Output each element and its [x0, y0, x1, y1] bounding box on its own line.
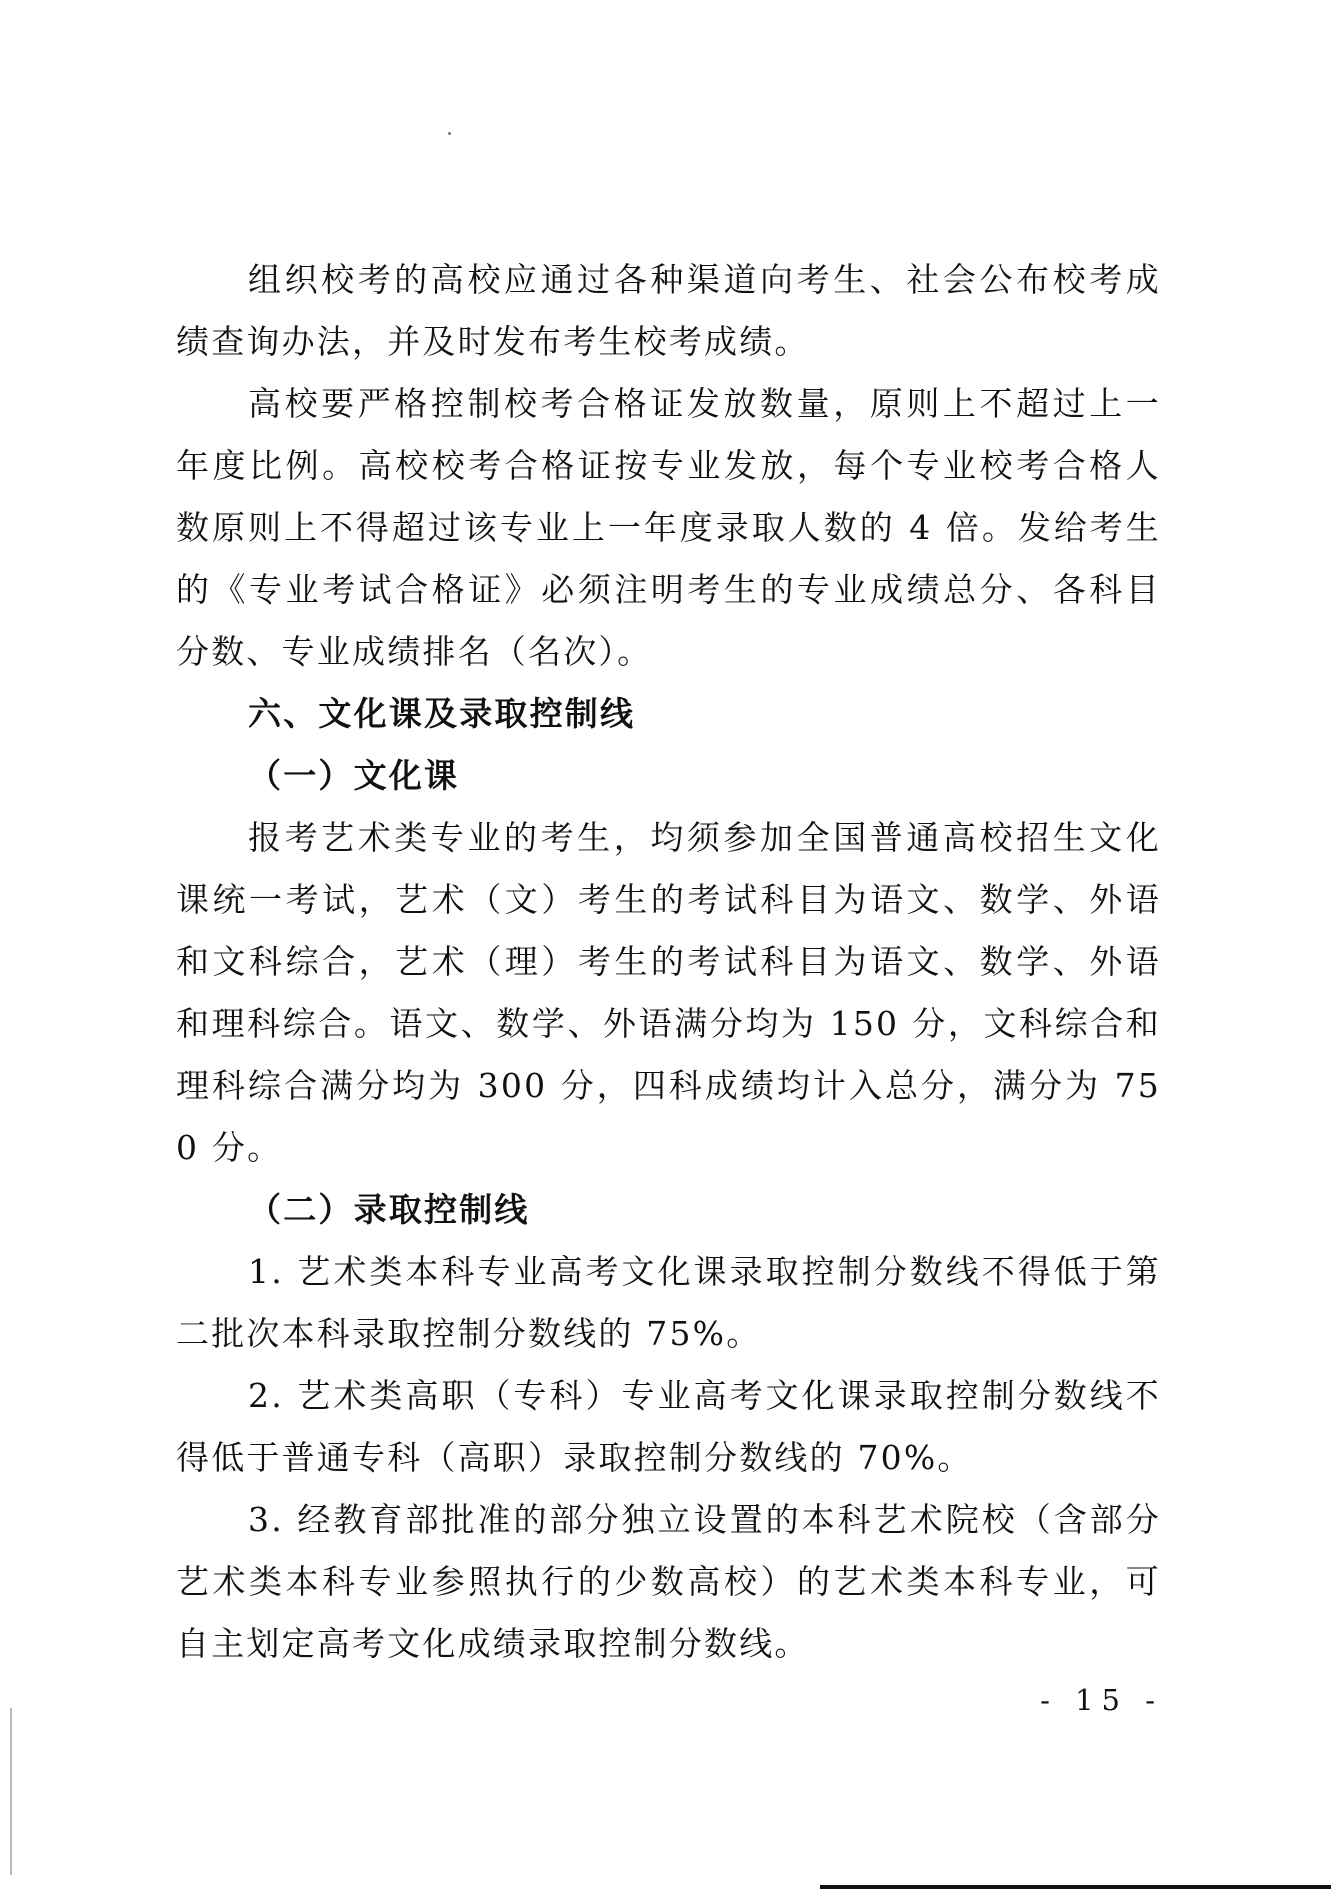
- subsection-title-culture-course: （一）文化课: [248, 756, 460, 795]
- admission-rule-3: 3. 经教育部批准的部分独立设置的本科艺术院校（含部分艺术类本科专业参照执行的少数高校）的艺术类本科专业，可自主划定高考文化成绩录取控制分数线。: [176, 1500, 1161, 1663]
- paragraph-culture-exam: 报考艺术类专业的考生，均须参加全国普通高校招生文化课统一考试，艺术（文）考生的考试科目为语文、数学、外语和文科综合，艺术（理）考生的考试科目为语文、数学、外语和理科综合。语文、数学、外语满分均为 150 分，文科综合和理科综合满分均为 300 分，四科成绩均计入总分，满分为 750 分。: [176, 818, 1161, 1167]
- admission-rule-1: 1. 艺术类本科专业高考文化课录取控制分数线不得低于第二批次本科录取控制分数线的 75%。: [176, 1252, 1161, 1353]
- admission-rule-2: 2. 艺术类高职（专科）专业高考文化课录取控制分数线不得低于普通专科（高职）录取控制分数线的 70%。: [176, 1376, 1161, 1477]
- paragraph-score-query: 组织校考的高校应通过各种渠道向考生、社会公布校考成绩查询办法，并及时发布考生校考成绩。: [176, 260, 1161, 361]
- scan-bottom-edge-line: [820, 1885, 1331, 1889]
- subsection-title-admission-line: （二）录取控制线: [248, 1190, 530, 1229]
- section-heading-culture-and-admission: 六、文化课及录取控制线: [248, 694, 636, 733]
- paragraph-certificate-control: 高校要严格控制校考合格证发放数量，原则上不超过上一年度比例。高校校考合格证按专业发放，每个专业校考合格人数原则上不得超过该专业上一年度录取人数的 4 倍。发给考生的《专业考试合格证》必须注明考生的专业成绩总分、各科目分数、专业成绩排名（名次）。: [176, 384, 1161, 671]
- document-body: [176, 249, 1161, 1675]
- scan-speck: [448, 132, 451, 135]
- page-number: - 15 -: [1040, 1683, 1163, 1717]
- scan-left-edge-mark: [10, 1708, 12, 1875]
